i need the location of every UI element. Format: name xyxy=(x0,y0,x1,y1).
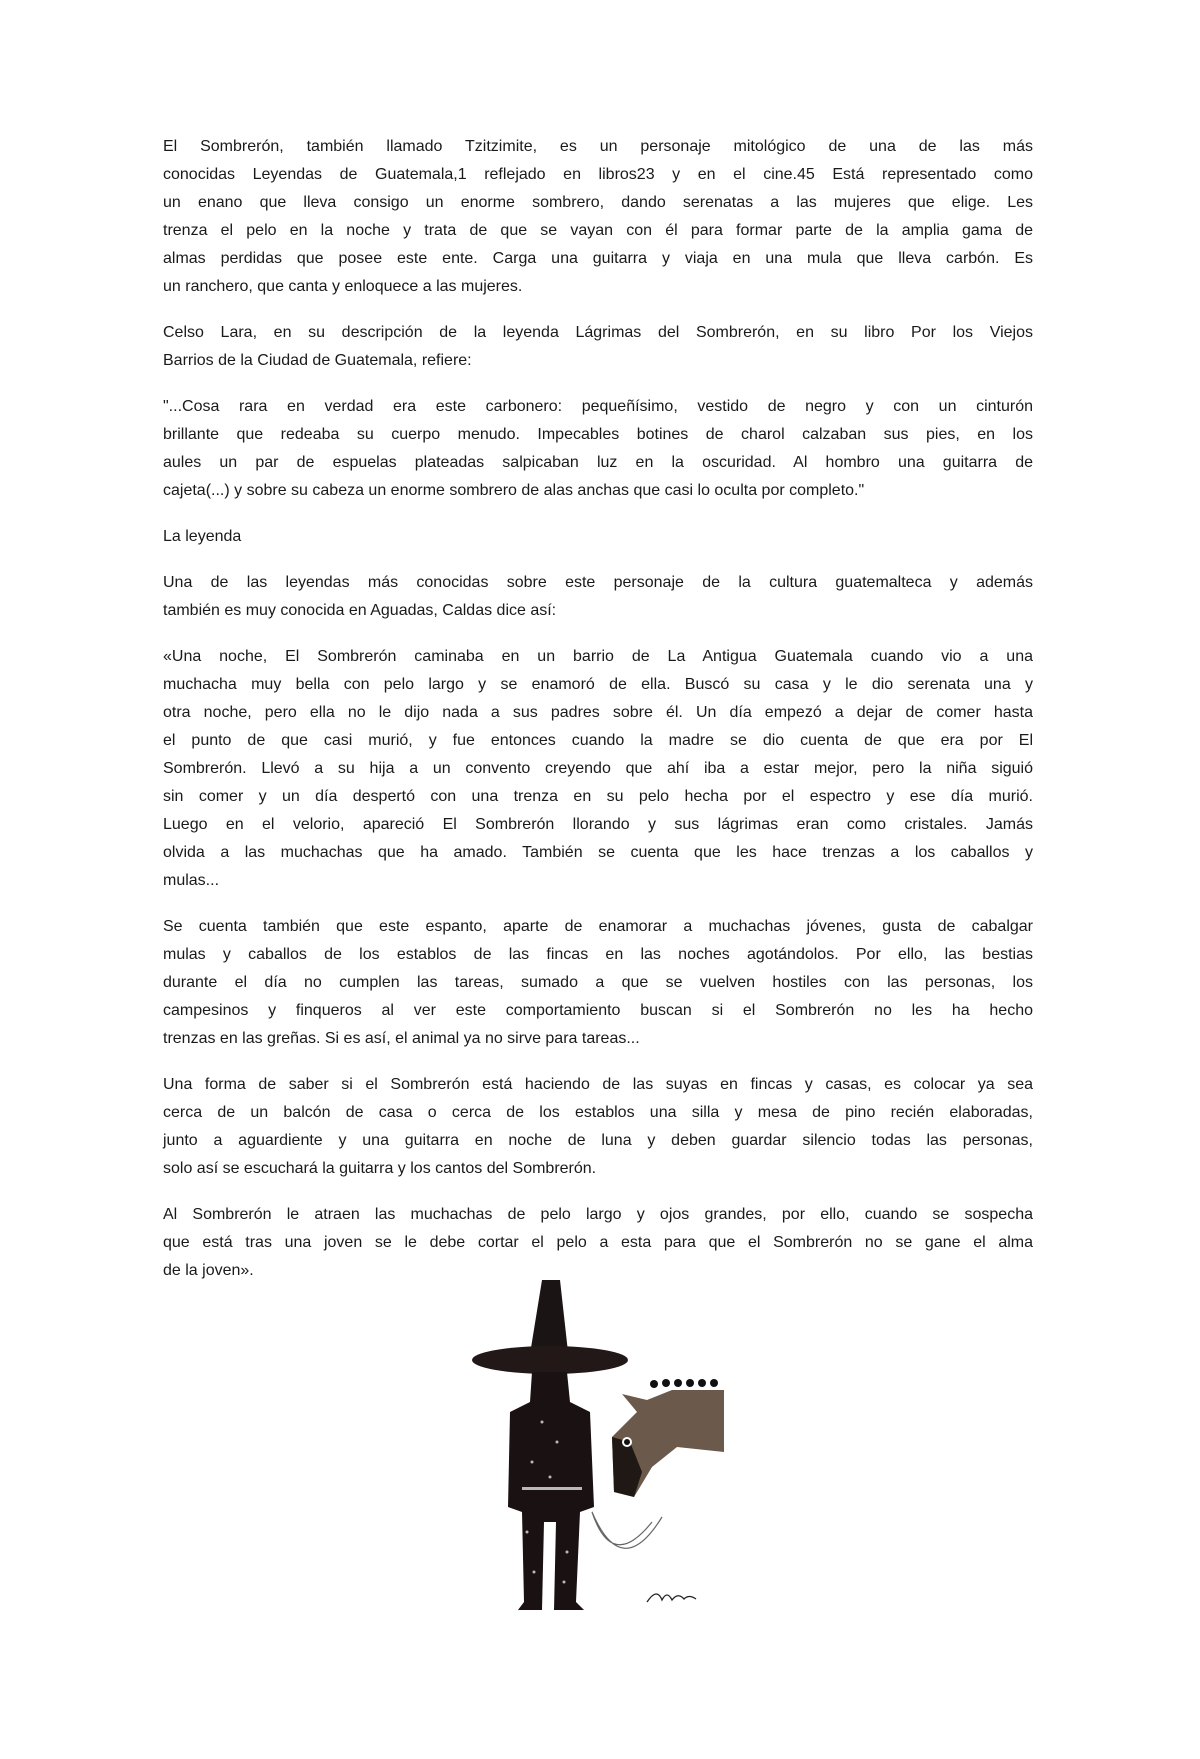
sombreron-illustration xyxy=(472,1272,724,1622)
text-line: Sombrerón. Llevó a su hija a un convento creyendo que ahí iba a estar mejor, pero la niña siguió xyxy=(163,760,1033,777)
text-line: un ranchero, que canta y enloquece a las mujeres. xyxy=(163,278,523,295)
text-line: Una forma de saber si el Sombrerón está haciendo de las suyas en fincas y casas, es colocar ya sea xyxy=(163,1076,1033,1093)
paragraph xyxy=(163,393,1033,505)
text-line: mulas... xyxy=(163,872,220,889)
text-line: otra noche, pero ella no le dijo nada a sus padres sobre él. Un día empezó a dejar de comer hasta xyxy=(163,704,1033,721)
paragraph xyxy=(163,319,1033,375)
text-line: también es muy conocida en Aguadas, Caldas dice así: xyxy=(163,602,557,619)
text-line: almas perdidas que posee este ente. Carga una guitarra y viaja en una mula que lleva carbón. Es xyxy=(163,250,1033,267)
text-line: aules un par de espuelas plateadas salpicaban luz en la oscuridad. Al hombro una guitarra de xyxy=(163,454,1033,471)
text-line: cerca de un balcón de casa o cerca de los establos una silla y mesa de pino recién elaboradas, xyxy=(163,1104,1033,1121)
text-line: que está tras una joven se le debe cortar el pelo a esta para que el Sombrerón no se gane el alma xyxy=(163,1234,1033,1251)
sombrero-crown xyxy=(530,1280,568,1354)
paragraph xyxy=(163,523,1033,551)
text-line: Al Sombrerón le atraen las muchachas de pelo largo y ojos grandes, por ello, cuando se sospecha xyxy=(163,1206,1033,1223)
text-line: Luego en el velorio, apareció El Sombrerón llorando y sus lágrimas eran como cristales. Jamás xyxy=(163,816,1033,833)
sombrero-brim xyxy=(472,1346,628,1374)
text-line: cajeta(...) y sobre su cabeza un enorme sombrero de alas anchas que casi lo oculta por completo." xyxy=(163,482,865,499)
text-line: el punto de que casi murió, y fue entonces cuando la madre se dio cuenta de que era por El xyxy=(163,732,1033,749)
paragraph xyxy=(163,643,1033,895)
figure-body xyxy=(508,1372,594,1610)
document-body xyxy=(163,133,1033,1303)
text-line: Barrios de la Ciudad de Guatemala, refiere: xyxy=(163,352,472,369)
text-line: olvida a las muchachas que ha amado. También se cuenta que les hace trenzas a los caballos y xyxy=(163,844,1033,861)
text-line: La leyenda xyxy=(163,528,242,545)
text-line: El Sombrerón, también llamado Tzitzimite, es un personaje mitológico de una de las más xyxy=(163,138,1033,155)
text-line: conocidas Leyendas de Guatemala,1 reflejado en libros23 y en el cine.45 Está representado como xyxy=(163,166,1033,183)
text-line: junto a aguardiente y una guitarra en noche de luna y deben guardar silencio todas las personas, xyxy=(163,1132,1033,1149)
text-line: mulas y caballos de los establos de las fincas en las noches agotándolos. Por ello, las bestias xyxy=(163,946,1033,963)
text-line: brillante que redeaba su cuerpo menudo. Impecables botines de charol calzaban sus pies, en los xyxy=(163,426,1033,443)
text-line: Celso Lara, en su descripción de la leyenda Lágrimas del Sombrerón, en su libro Por los Viejos xyxy=(163,324,1033,341)
text-line: campesinos y finqueros al ver este comportamiento buscan si el Sombrerón no les ha hecho xyxy=(163,1002,1033,1019)
paragraph xyxy=(163,1071,1033,1183)
text-line: durante el día no cumplen las tareas, sumado a que se vuelven hostiles con las personas, los xyxy=(163,974,1033,991)
text-line: Una de las leyendas más conocidas sobre este personaje de la cultura guatemalteca y además xyxy=(163,574,1033,591)
text-line: muchacha muy bella con pelo largo y se enamoró de ella. Buscó su casa y le dio serenata una y xyxy=(163,676,1033,693)
text-line: un enano que lleva consigo un enorme sombrero, dando serenatas a las mujeres que elige. Les xyxy=(163,194,1033,211)
text-line: Se cuenta también que este espanto, aparte de enamorar a muchachas jóvenes, gusta de cabalgar xyxy=(163,918,1033,935)
text-line: "...Cosa rara en verdad era este carbonero: pequeñísimo, vestido de negro y con un cinturón xyxy=(163,398,1033,415)
text-line: «Una noche, El Sombrerón caminaba en un barrio de La Antigua Guatemala cuando vio a una xyxy=(163,648,1033,665)
reins xyxy=(592,1512,662,1548)
text-line: trenza el pelo en la noche y trata de que se vayan con él para formar parte de la amplia gama de xyxy=(163,222,1033,239)
text-line: de la joven». xyxy=(163,1262,254,1279)
paragraph xyxy=(163,913,1033,1053)
paragraph xyxy=(163,569,1033,625)
artist-signature xyxy=(647,1594,696,1602)
text-line: solo así se escuchará la guitarra y los cantos del Sombrerón. xyxy=(163,1160,597,1177)
text-line: sin comer y un día despertó con una trenza en su pelo hecha por el espectro y ese día murió. xyxy=(163,788,1033,805)
text-line: trenzas en las greñas. Si es así, el animal ya no sirve para tareas... xyxy=(163,1030,640,1047)
paragraph xyxy=(163,133,1033,301)
